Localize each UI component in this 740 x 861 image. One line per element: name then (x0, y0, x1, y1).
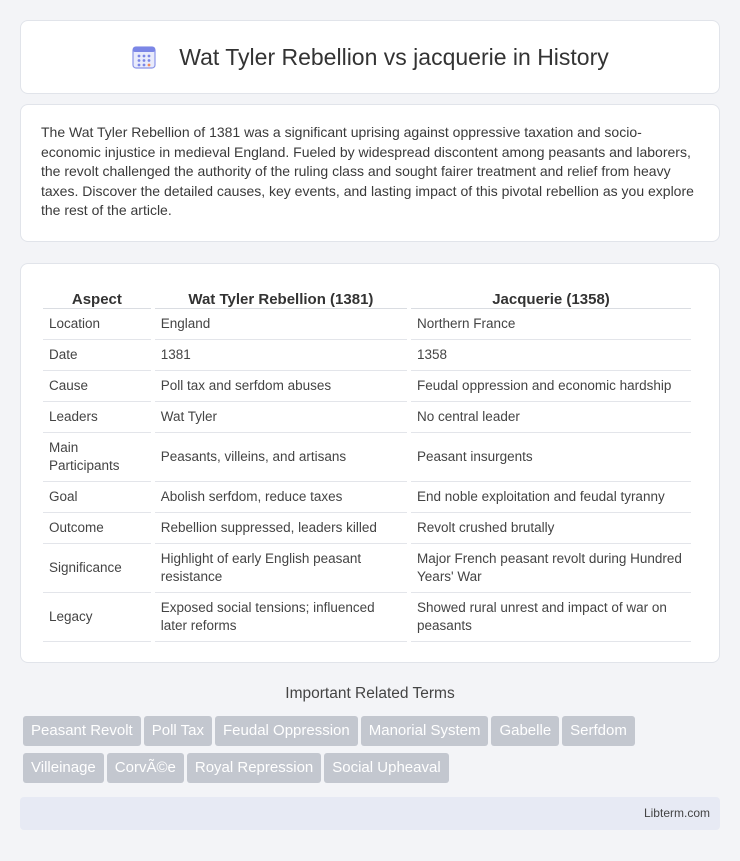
row-jacquerie: Showed rural unrest and impact of war on peasants (411, 593, 691, 642)
row-wat-tyler: Abolish serfdom, reduce taxes (155, 482, 407, 513)
row-aspect: Goal (43, 482, 151, 513)
tag-serfdom[interactable]: Serfdom (562, 716, 635, 746)
row-wat-tyler: Wat Tyler (155, 402, 407, 433)
table-row (43, 433, 691, 482)
calendar-grid-icon (131, 44, 157, 70)
row-jacquerie: Feudal oppression and economic hardship (411, 371, 691, 402)
page-title: Wat Tyler Rebellion vs jacquerie in History (179, 43, 609, 70)
row-jacquerie: End noble exploitation and feudal tyranny (411, 482, 691, 513)
table-row (43, 371, 691, 402)
table-row (43, 544, 691, 593)
table-row (43, 513, 691, 544)
header-jacquerie: Jacquerie (1358) (411, 282, 691, 309)
row-wat-tyler: Poll tax and serfdom abuses (155, 371, 407, 402)
tag-feudal-oppression[interactable]: Feudal Oppression (215, 716, 358, 746)
tag-manorial-system[interactable]: Manorial System (361, 716, 489, 746)
tag-social-upheaval[interactable]: Social Upheaval (324, 753, 448, 783)
tag-poll-tax[interactable]: Poll Tax (144, 716, 212, 746)
header-card (20, 20, 720, 94)
tag-villeinage[interactable]: Villeinage (23, 753, 104, 783)
tag-peasant-revolt[interactable]: Peasant Revolt (23, 716, 141, 746)
comparison-card (20, 263, 720, 663)
row-aspect: Date (43, 340, 151, 371)
row-wat-tyler: Highlight of early English peasant resistance (155, 544, 407, 593)
footer-site-link[interactable]: Libterm.com (643, 806, 710, 820)
tag-gabelle[interactable]: Gabelle (491, 716, 559, 746)
row-aspect: Main Participants (43, 433, 151, 482)
row-aspect: Outcome (43, 513, 151, 544)
tag-corvee[interactable]: CorvÃ©e (107, 753, 184, 783)
comparison-table (39, 282, 695, 642)
intro-card (20, 104, 720, 242)
row-wat-tyler: Peasants, villeins, and artisans (155, 433, 407, 482)
related-tags (23, 716, 713, 790)
row-jacquerie: Peasant insurgents (411, 433, 691, 482)
row-wat-tyler: Rebellion suppressed, leaders killed (155, 513, 407, 544)
row-aspect: Legacy (43, 593, 151, 642)
row-aspect: Significance (43, 544, 151, 593)
row-jacquerie: 1358 (411, 340, 691, 371)
table-row (43, 593, 691, 642)
row-wat-tyler: 1381 (155, 340, 407, 371)
row-jacquerie: Revolt crushed brutally (411, 513, 691, 544)
row-aspect: Leaders (43, 402, 151, 433)
header-wat-tyler: Wat Tyler Rebellion (1381) (155, 282, 407, 309)
table-row (43, 402, 691, 433)
row-aspect: Cause (43, 371, 151, 402)
footer (20, 797, 720, 830)
tag-royal-repression[interactable]: Royal Repression (187, 753, 321, 783)
table-row (43, 340, 691, 371)
row-jacquerie: Northern France (411, 309, 691, 340)
row-wat-tyler: England (155, 309, 407, 340)
intro-text: The Wat Tyler Rebellion of 1381 was a significant uprising against oppressive taxation and socio-economic injustice in medieval England. Fueled by widespread discontent among peasants and laborers, the revolt challenged the authority of the ruling class and sought fairer treatment and relief from heavy taxes. Discover the detailed causes, key events, and lasting impact of this pivotal rebellion as you explore the rest of the article. (41, 124, 694, 218)
row-jacquerie: No central leader (411, 402, 691, 433)
row-aspect: Location (43, 309, 151, 340)
header-aspect: Aspect (43, 282, 151, 309)
related-terms-title: Important Related Terms (285, 685, 455, 702)
table-row (43, 482, 691, 513)
row-wat-tyler: Exposed social tensions; influenced later reforms (155, 593, 407, 642)
table-header-row (43, 282, 691, 309)
row-jacquerie: Major French peasant revolt during Hundred Years' War (411, 544, 691, 593)
table-row (43, 309, 691, 340)
